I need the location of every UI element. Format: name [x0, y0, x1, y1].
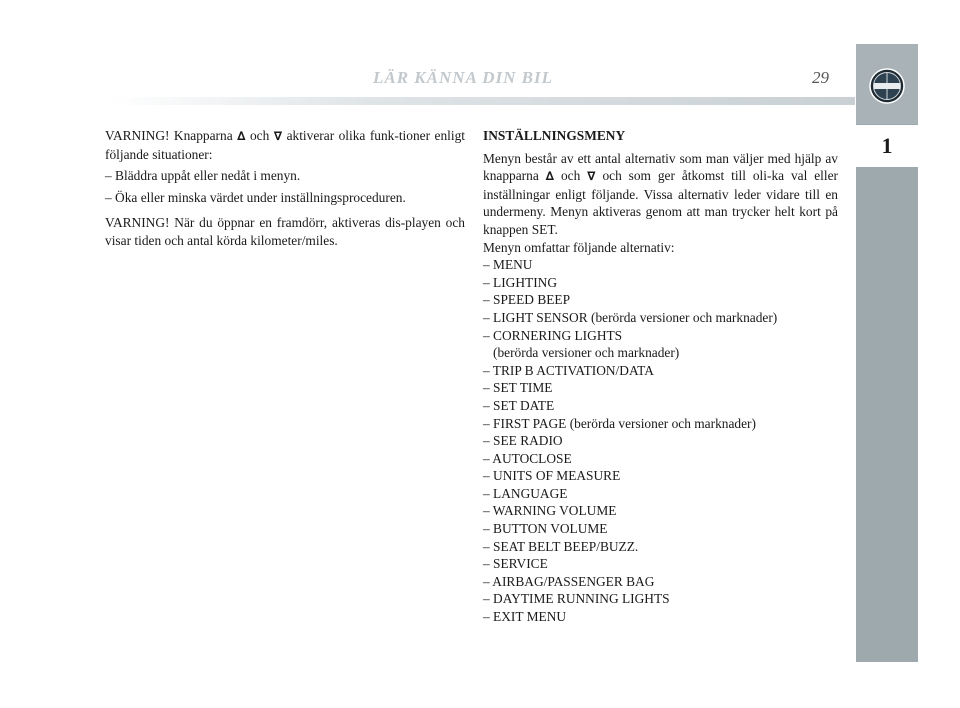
list-intro: Menyn omfattar följande alternativ:	[483, 239, 675, 255]
intro-suffix: och som ger åtkomst till oli-ka val eller inställningar enligt följande. Vissa alternativ leder vidare till en undermeny. Menyn aktiveras genom att man trycker helt kort på knappen SET.	[483, 168, 838, 237]
list-item: – SPEED BEEP	[483, 292, 571, 308]
list-item: – MENU	[483, 257, 533, 273]
list-item: – DAYTIME RUNNING LIGHTS	[483, 591, 670, 607]
list-item: – EXIT MENU	[483, 609, 567, 625]
list-item: – AIRBAG/PASSENGER BAG	[483, 573, 655, 589]
list-item: – UNITS OF MEASURE	[483, 468, 621, 484]
chapter-box[interactable]	[856, 126, 918, 166]
header-rule	[110, 97, 855, 105]
warning1-and: och	[249, 128, 270, 143]
header-title: LÄR KÄNNA DIN BIL	[373, 68, 553, 87]
warning-door: VARNING! När du öppnar en framdörr, aktiveras dis-playen och visar tiden och antal körda kilometer/miles.	[105, 215, 465, 248]
list-item: – CORNERING LIGHTS	[483, 327, 623, 343]
warning1-text: VARNING! Knapparna	[105, 128, 233, 143]
list-item: – BUTTON VOLUME	[483, 521, 608, 537]
list-item: – LIGHTING	[483, 274, 558, 290]
intro-text: Menyn består av ett antal alternativ som man väljer med hjälp av knapparna	[483, 150, 838, 184]
tab-divider	[856, 166, 918, 167]
list-item: – SERVICE	[483, 556, 548, 572]
page-number: 29	[812, 68, 829, 87]
bullet-adjust: – Öka eller minska värdet under inställningsproceduren.	[105, 189, 406, 205]
list-item: – FIRST PAGE (berörda versioner och marknader)	[483, 415, 756, 431]
up-triangle-icon: ∆	[545, 169, 555, 184]
lancia-logo-icon	[869, 68, 905, 104]
side-tab	[856, 44, 918, 662]
list-item: – TRIP B ACTIVATION/DATA	[483, 362, 654, 378]
chapter-number: 1	[881, 133, 893, 158]
list-item: – LIGHT SENSOR (berörda versioner och marknader)	[483, 309, 778, 325]
list-item-note: (berörda versioner och marknader)	[493, 345, 680, 361]
bullet-scroll: – Bläddra uppåt eller nedåt i menyn.	[105, 168, 301, 184]
list-item: – LANGUAGE	[483, 485, 568, 501]
down-triangle-icon: ∇	[273, 129, 283, 143]
list-item: – SEE RADIO	[483, 433, 563, 449]
intro-and: och	[560, 168, 581, 184]
down-triangle-icon: ∇	[587, 169, 596, 184]
list-item: – SET DATE	[483, 397, 555, 413]
list-item: – SET TIME	[483, 380, 553, 396]
warning-buttons	[105, 127, 465, 163]
right-column	[483, 127, 838, 626]
warning1-suffix: aktiverar olika funk-tioner enligt följande situationer:	[105, 128, 465, 162]
list-item: – WARNING VOLUME	[483, 503, 617, 519]
menu-intro	[483, 150, 838, 239]
left-column	[105, 127, 465, 250]
up-triangle-icon: ∆	[237, 129, 246, 143]
list-item: – AUTOCLOSE	[483, 450, 572, 466]
list-item: – SEAT BELT BEEP/BUZZ.	[483, 538, 639, 554]
section-heading: INSTÄLLNINGSMENY	[483, 128, 626, 143]
side-tab-top	[856, 44, 918, 124]
